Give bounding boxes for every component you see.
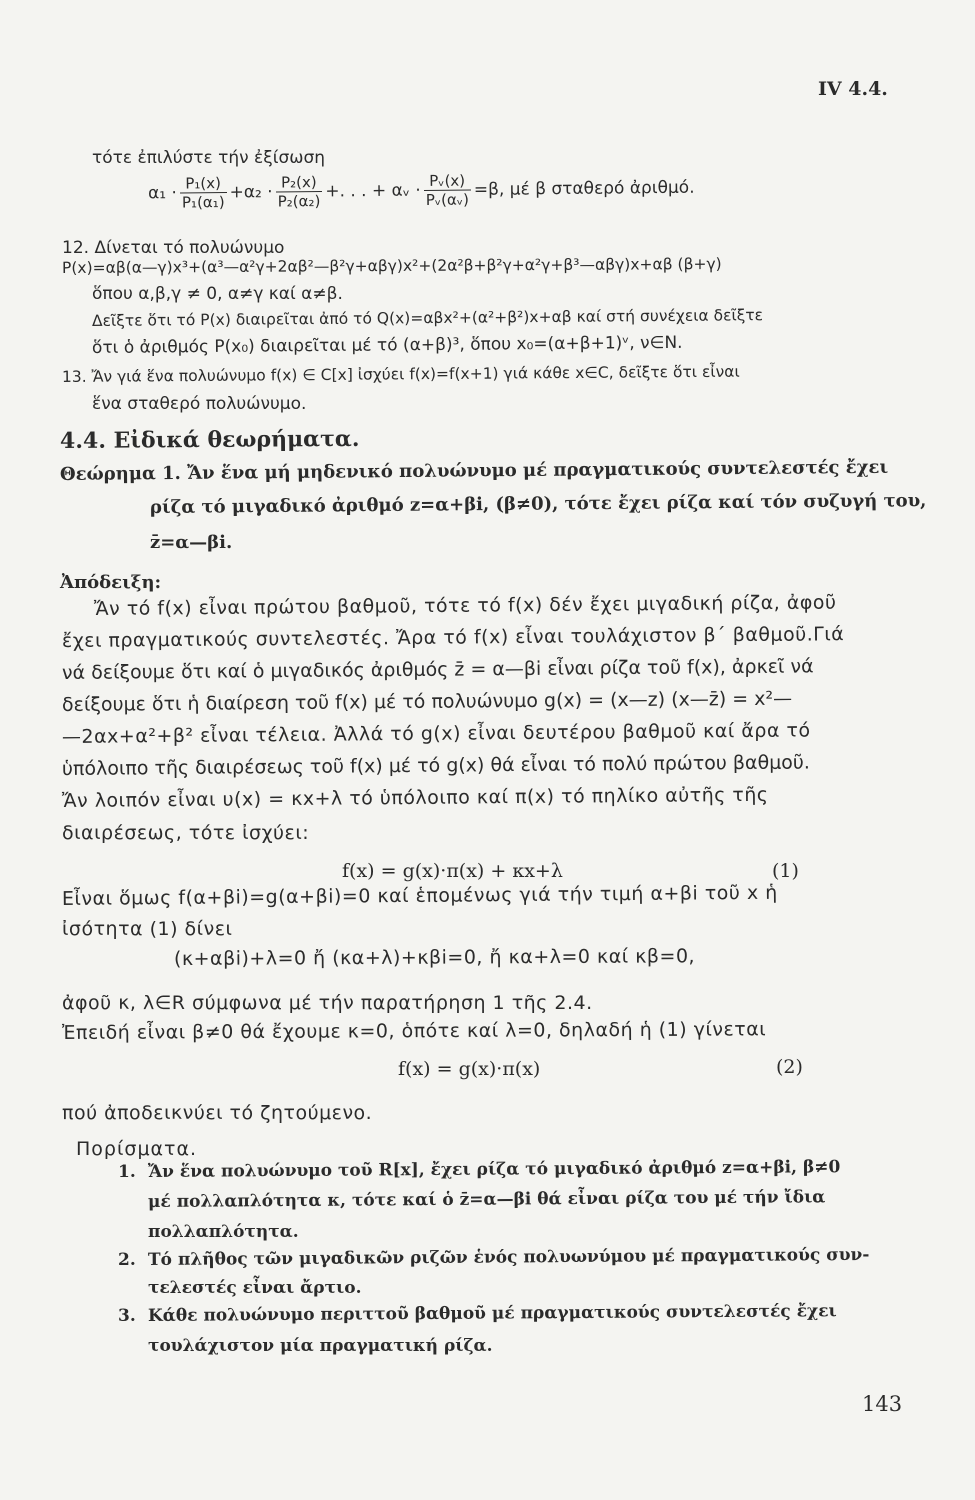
corollary-1-line-1: Ἄν ἕνα πολυώνυμο τοῦ R[x], ἔχει ρίζα τό μιγαδικό ἀριθμό z=α+βi, β≠0 [147, 1157, 841, 1182]
equation-1-number: (1) [772, 860, 799, 882]
proof-line-10: ἰσότητα (1) δίνει [62, 918, 233, 940]
proof-line-5: —2αx+α²+β² εἶναι τέλεια. Ἀλλά τό g(x) εἶναι δευτέρου βαθμοῦ καί ἄρα τό [61, 719, 811, 748]
proof-line-7: Ἄν λοιπόν εἶναι υ(x) = κx+λ τό ὑπόλοιπο καί π(x) τό πηλίκο αὐτῆς τῆς [61, 783, 769, 812]
exercise-13-conclusion: ἕνα σταθερό πολυώνυμο. [92, 394, 307, 414]
section-title: 4.4. Εἰδικά θεωρήματα. [59, 425, 360, 454]
proof-line-1: Ἄν τό f(x) εἶναι πρώτου βαθμοῦ, τότε τό f(x) δέν ἔχει μιγαδική ρίζα, ἀφοῦ [93, 591, 837, 620]
fraction-2 [275, 173, 322, 210]
exercise-12-number-divisible: ὅτι ὁ ἀριθμός P(x₀) διαιρεῖται μέ τό (α+β)³, ὅπου x₀=(α+β+1)ᵛ, ν∈N. [91, 332, 683, 358]
corollaries-heading: Πορίσματα. [76, 1138, 198, 1160]
equation-sum-of-fractions [148, 169, 695, 212]
exercise-12-polynomial: P(x)=αβ(α—γ)x³+(α³—α²γ+2αβ²—β²γ+αβγ)x²+(2α²β+β²γ+α²γ+β³—αβγ)x+αβ (β+γ) [61, 254, 722, 277]
proof-line-6: ὑπόλοιπο τῆς διαιρέσεως τοῦ f(x) μέ τό g(x) θά εἶναι τό πολύ πρώτου βαθμοῦ. [61, 751, 810, 780]
corollary-3-line-2: τουλάχιστον μία πραγματική ρίζα. [148, 1336, 493, 1356]
theorem-line-1: Θεώρημα 1. Ἄν ἕνα μή μηδενικό πολυώνυμο μέ πραγματικούς συντελεστές ἔχει [59, 456, 889, 485]
fraction-3 [423, 171, 471, 208]
fraction-2-denominator: P₂(α₂) [277, 192, 321, 211]
theorem-line-3: z̄=α—βi. [150, 532, 233, 553]
term3-coefficient: +. . . + αᵥ · [325, 180, 421, 202]
exercise-12-conditions: ὅπου α,β,γ ≠ 0, α≠γ καί α≠β. [92, 284, 343, 304]
term2-coefficient: +α₂ · [229, 182, 273, 203]
fraction-3-numerator: Pᵥ(x) [423, 171, 470, 190]
equation-tail: =β, μέ β σταθερό ἀριθμό. [473, 177, 695, 200]
corollary-1-line-3: πολλαπλότητα. [148, 1222, 299, 1242]
proof-heading: Ἀπόδειξη: [60, 572, 162, 593]
corollary-3-number: 3. [118, 1306, 136, 1326]
corollary-1-number: 1. [118, 1162, 136, 1182]
proof-line-4: δείξουμε ὅτι ἡ διαίρεση τοῦ f(x) μέ τό πολυώνυμο g(x) = (x—z) (x—z̄) = x²— [61, 687, 793, 716]
exercise-12-title: 12. Δίνεται τό πολυώνυμο [62, 238, 285, 258]
fraction-1 [180, 174, 227, 211]
fraction-3-denominator: Pᵥ(αᵥ) [425, 190, 470, 209]
proof-line-9: Εἶναι ὅμως f(α+βi)=g(α+βi)=0 καί ἑπομένως γιά τήν τιμή α+βi τοῦ x ἡ [61, 881, 778, 910]
fraction-2-numerator: P₂(x) [275, 173, 322, 192]
proof-line-11: ἀφοῦ κ, λ∈R σύμφωνα μέ τήν παρατήρηση 1 τῆς 2.4. [62, 992, 593, 1014]
page-number: 143 [862, 1392, 903, 1416]
proof-line-8: διαιρέσεως, τότε ἰσχύει: [62, 822, 310, 844]
corollary-1-line-2: μέ πολλαπλότητα κ, τότε καί ὁ z̄=α—βi θά εἶναι ρίζα του μέ τήν ἴδια [147, 1187, 826, 1212]
term1-coefficient: α₁ · [147, 183, 177, 204]
exercise-12-show-divisible: Δεῖξτε ὅτι τό P(x) διαιρεῖται ἀπό τό Q(x)=αβx²+(α²+β²)x+αβ καί στή συνέχεια δεῖξτε [91, 306, 764, 330]
equation-2: f(x) = g(x)·π(x) [398, 1058, 541, 1080]
fraction-1-denominator: P₁(α₁) [181, 193, 225, 212]
proof-line-12: Ἐπειδή εἶναι β≠0 θά ἔχουμε κ=0, ὁπότε καί λ=0, δηλαδή ἡ (1) γίνεται [61, 1018, 767, 1044]
equation-2-number: (2) [776, 1056, 803, 1078]
corollary-3-line-1: Κάθε πολυώνυμο περιττοῦ βαθμοῦ μέ πραγματικούς συντελεστές ἔχει [147, 1301, 837, 1326]
equation-intermediate: (κ+αβi)+λ=0 ἤ (κα+λ)+κβi=0, ἤ κα+λ=0 καί κβ=0, [173, 945, 696, 970]
proof-line-3: νά δείξουμε ὅτι καί ὁ μιγαδικός ἀριθμός z̄ = α—βi εἶναι ρίζα τοῦ f(x), ἀρκεῖ νά [61, 655, 814, 684]
fraction-1-numerator: P₁(x) [180, 174, 227, 193]
corollary-2-line-1: Τό πλῆθος τῶν μιγαδικῶν ριζῶν ἑνός πολυωνύμου μέ πραγματικούς συν- [147, 1244, 870, 1270]
exercise-13-statement: 13. Ἄν γιά ἕνα πολυώνυμο f(x) ∈ C[x] ἰσχύει f(x)=f(x+1) γιά κάθε x∈C, δεῖξτε ὅτι εἶναι [61, 362, 740, 386]
chapter-reference: IV 4.4. [818, 78, 888, 100]
corollary-2-number: 2. [118, 1250, 136, 1270]
equation-1: f(x) = g(x)·π(x) + κx+λ [342, 860, 563, 882]
exercise-intro-lead: τότε ἐπιλύστε τήν ἐξίσωση [92, 148, 326, 168]
proof-conclusion: πού ἀποδεικνύει τό ζητούμενο. [62, 1102, 373, 1124]
theorem-line-2: ρίζα τό μιγαδικό ἀριθμό z=α+βi, (β≠0), τότε ἔχει ρίζα καί τόν συζυγή του, [149, 490, 927, 518]
proof-line-2: ἔχει πραγματικούς συντελεστές. Ἄρα τό f(x) εἶναι τουλάχιστον β΄ βαθμοῦ.Γιά [61, 623, 845, 652]
corollary-2-line-2: τελεστές εἶναι ἄρτιο. [148, 1278, 362, 1298]
